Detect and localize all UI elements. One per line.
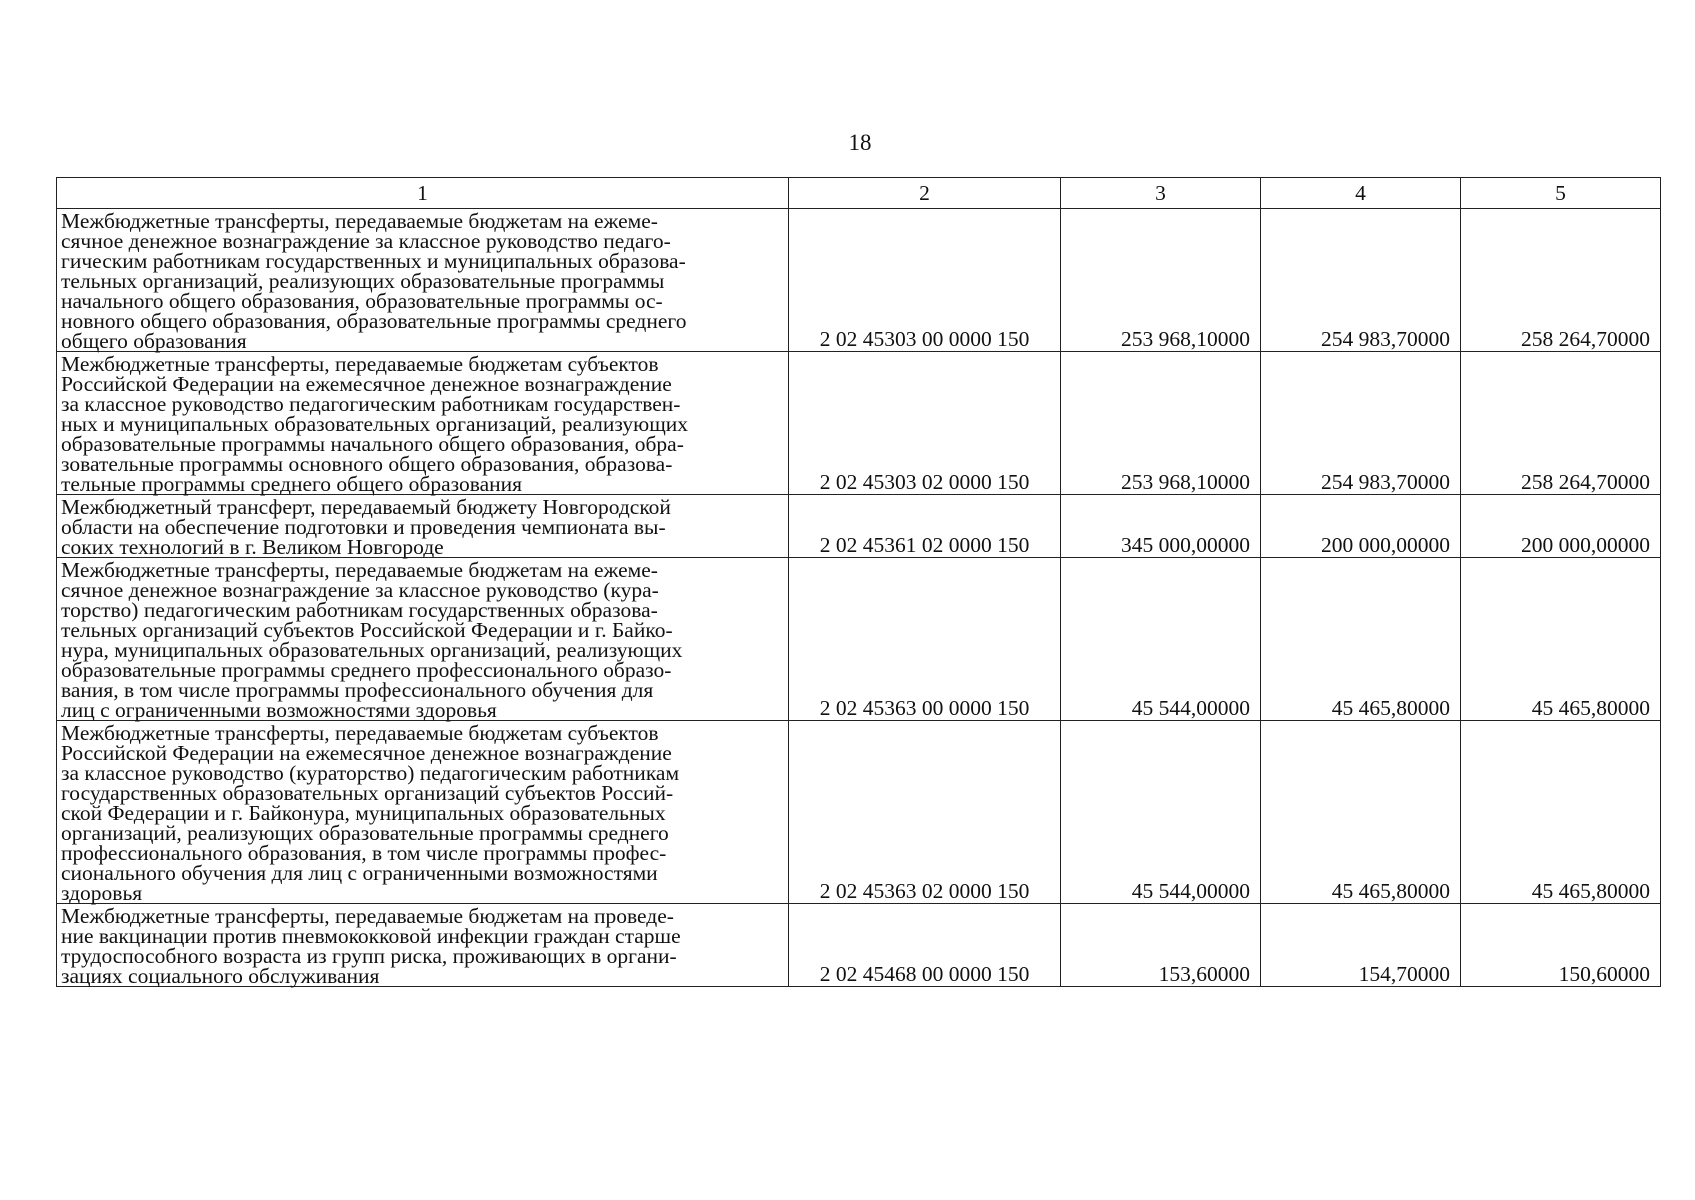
description-line: тельных организаций, реализующих образовательные программы [61,269,665,293]
description-line: Межбюджетные трансферты, передаваемые бюджетам субъектов [61,352,659,376]
description-line: Российской Федерации на ежемесячное денежное вознаграждение [61,372,672,396]
value-col-5: 200 000,00000 [1461,495,1661,558]
row-description [57,904,789,987]
page-number: 18 [848,130,872,155]
table-row [57,352,1661,495]
description-line: образовательные программы среднего профессионального образо- [61,658,672,682]
description-line: зовательные программы основного общего образования, образова- [61,452,673,476]
value-col-4: 45 465,80000 [1261,721,1461,904]
description-line: торство) педагогическим работникам государственных образова- [61,598,658,622]
budget-code: 2 02 45303 00 0000 150 [789,209,1061,352]
description-line: нура, муниципальных образовательных организаций, реализующих [61,638,683,662]
table-row [57,495,1661,558]
description-line: за классное руководство (кураторство) педагогическим работникам [61,761,680,785]
value-col-5: 150,60000 [1461,904,1661,987]
description-line: тельные программы среднего общего образования [61,472,523,496]
table-row [57,904,1661,987]
row-description [57,558,789,721]
description-line: государственных образовательных организаций субъектов Россий- [61,781,674,805]
table-row [57,209,1661,352]
value-col-5: 45 465,80000 [1461,721,1661,904]
description-line: организаций, реализующих образовательные программы среднего [61,821,669,845]
budget-code: 2 02 45303 02 0000 150 [789,352,1061,495]
value-col-3: 253 968,10000 [1061,352,1261,495]
description-line: Межбюджетный трансферт, передаваемый бюджету Новгородской [61,495,671,519]
table-row [57,558,1661,721]
header-col-4: 4 [1261,178,1461,209]
description-line: новного общего образования, образовательные программы среднего [61,309,687,333]
description-line: ние вакцинации против пневмококковой инфекции граждан старше [61,924,681,948]
description-line: ской Федерации и г. Байконура, муниципальных образовательных [61,801,666,825]
description-line: начального общего образования, образовательные программы ос- [61,289,663,313]
table-header-row [57,178,1661,209]
description-line: Межбюджетные трансферты, передаваемые бюджетам на проведе- [61,904,674,928]
budget-code: 2 02 45361 02 0000 150 [789,495,1061,558]
header-col-5: 5 [1461,178,1661,209]
description-line: сячное денежное вознаграждение за классное руководство (кура- [61,578,659,602]
value-col-3: 45 544,00000 [1061,558,1261,721]
table-row [57,721,1661,904]
description-line: профессионального образования, в том числе программы профес- [61,841,667,865]
description-line: гическим работникам государственных и муниципальных образова- [61,249,686,273]
description-line: Межбюджетные трансферты, передаваемые бюджетам на ежеме- [61,558,658,582]
description-line: общего образования [61,329,247,353]
value-col-4: 154,70000 [1261,904,1461,987]
description-line: трудоспособного возраста из групп риска, проживающих в органи- [61,944,677,968]
budget-code: 2 02 45468 00 0000 150 [789,904,1061,987]
value-col-4: 254 983,70000 [1261,209,1461,352]
description-line: Межбюджетные трансферты, передаваемые бюджетам на ежеме- [61,209,658,233]
value-col-3: 253 968,10000 [1061,209,1261,352]
row-description [57,495,789,558]
description-line: вания, в том числе программы профессионального обучения для [61,678,654,702]
value-col-4: 200 000,00000 [1261,495,1461,558]
description-line: образовательные программы начального общего образования, обра- [61,432,684,456]
description-line: сионального обучения для лиц с ограниченными возможностями [61,861,658,885]
description-line: сячное денежное вознаграждение за классное руководство педаго- [61,229,671,253]
value-col-4: 254 983,70000 [1261,352,1461,495]
description-line: соких технологий в г. Великом Новгороде [61,535,444,559]
value-col-5: 45 465,80000 [1461,558,1661,721]
description-line: ных и муниципальных образовательных организаций, реализующих [61,412,689,436]
description-line: здоровья [61,881,143,905]
description-line: тельных организаций субъектов Российской Федерации и г. Байко- [61,618,673,642]
value-col-5: 258 264,70000 [1461,209,1661,352]
budget-table [56,177,1661,987]
value-col-3: 153,60000 [1061,904,1261,987]
description-line: Межбюджетные трансферты, передаваемые бюджетам субъектов [61,721,659,745]
row-description [57,352,789,495]
row-description [57,721,789,904]
header-col-3: 3 [1061,178,1261,209]
description-line: Российской Федерации на ежемесячное денежное вознаграждение [61,741,672,765]
description-line: зациях социального обслуживания [61,964,380,988]
budget-code: 2 02 45363 02 0000 150 [789,721,1061,904]
header-col-2: 2 [789,178,1061,209]
value-col-3: 345 000,00000 [1061,495,1261,558]
value-col-3: 45 544,00000 [1061,721,1261,904]
description-line: области на обеспечение подготовки и проведения чемпионата вы- [61,515,666,539]
description-line: за классное руководство педагогическим работникам государствен- [61,392,681,416]
value-col-4: 45 465,80000 [1261,558,1461,721]
row-description [57,209,789,352]
budget-code: 2 02 45363 00 0000 150 [789,558,1061,721]
description-line: лиц с ограниченными возможностями здоровья [61,698,497,722]
value-col-5: 258 264,70000 [1461,352,1661,495]
header-col-1: 1 [57,178,789,209]
